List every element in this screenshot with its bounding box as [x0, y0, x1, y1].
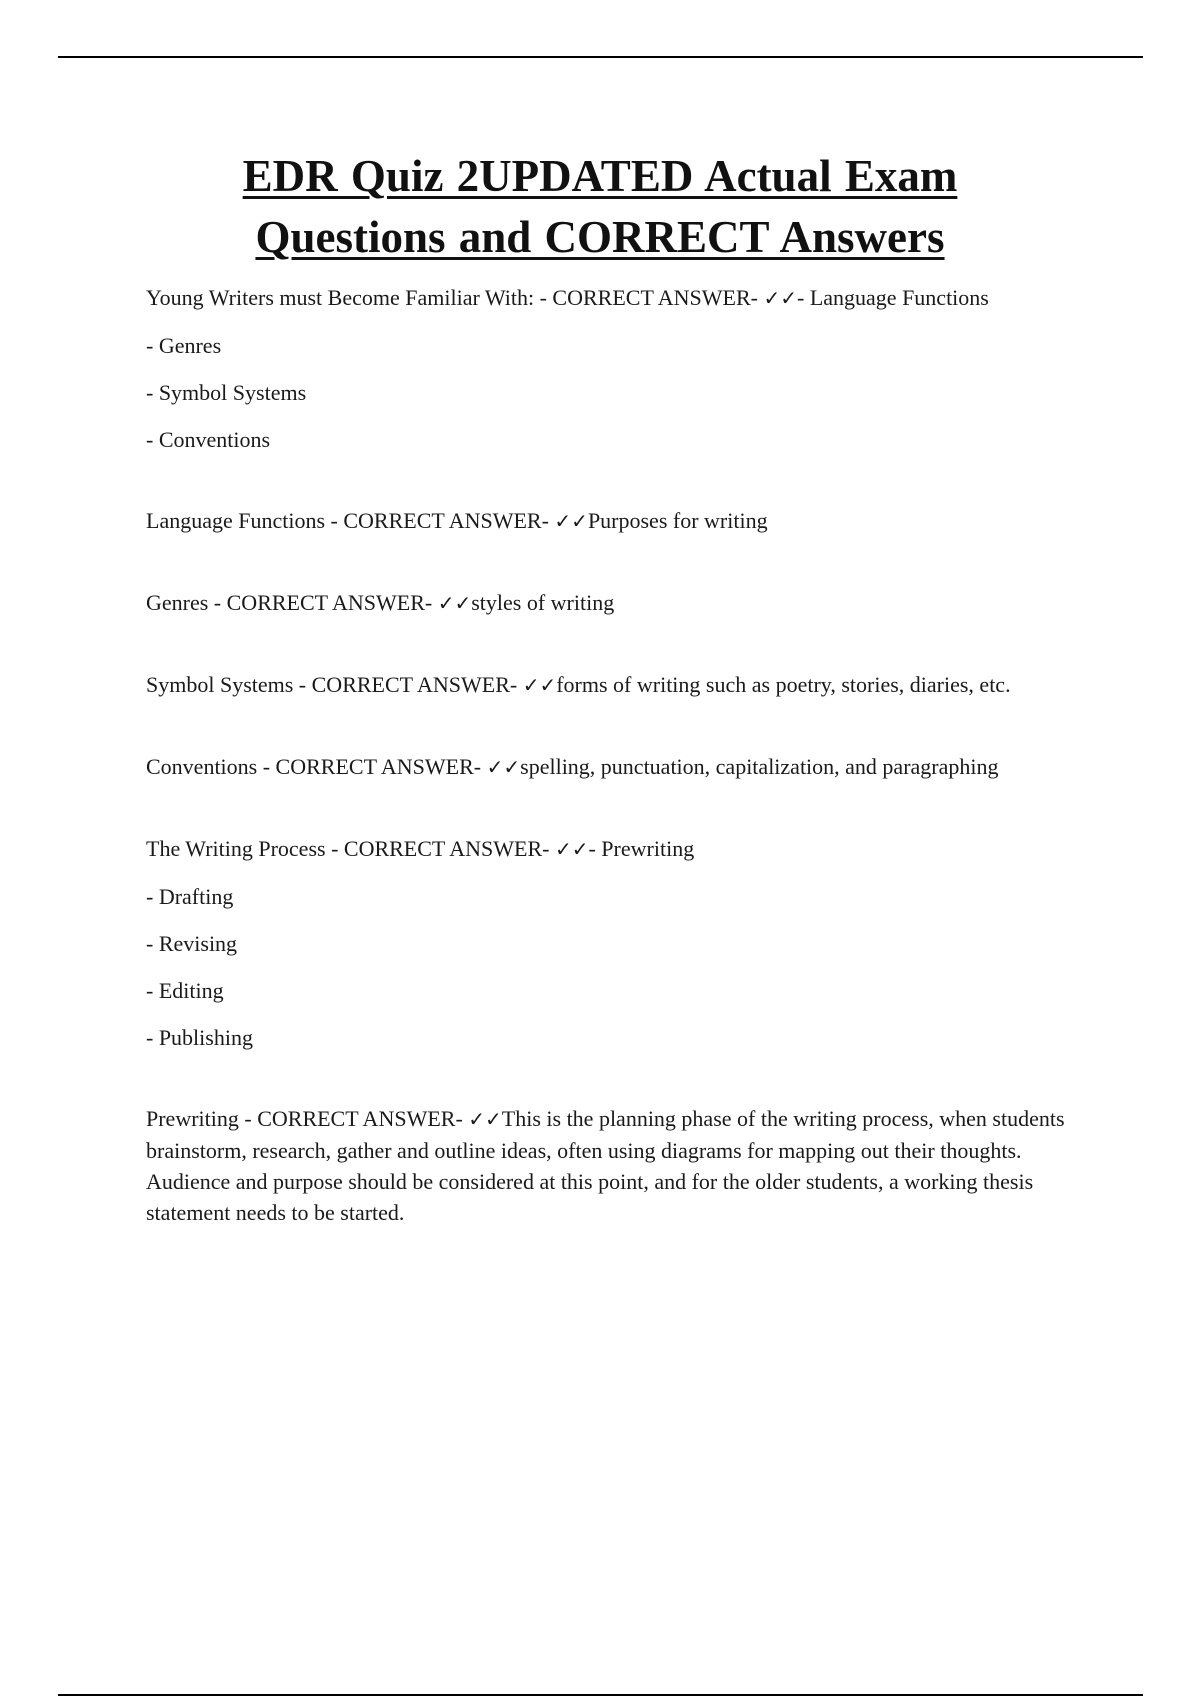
- qa-entry: [146, 587, 1066, 619]
- qa-entry: [146, 669, 1066, 701]
- check-icon: ✓✓: [554, 837, 589, 861]
- list-item: - Symbol Systems: [146, 380, 307, 405]
- question-term: Genres - CORRECT ANSWER-: [146, 590, 438, 615]
- qa-list: [146, 282, 1066, 1244]
- qa-entry: [146, 1103, 1066, 1228]
- question-term: Language Functions - CORRECT ANSWER-: [146, 508, 555, 533]
- answer-text: This is the planning phase of the writing process, when students brainstorm, research, gather and outline ideas, often using diagrams for mapping out their thoughts. Audience and purpose should be considered at this point, and for the older students, a working thesis statement needs to be started.: [146, 1106, 1065, 1225]
- qa-entry: [146, 751, 1066, 783]
- check-icon: ✓✓: [554, 509, 588, 533]
- answer-text: forms of writing such as poetry, stories, diaries, etc.: [556, 672, 1011, 697]
- check-icon: ✓✓: [486, 755, 521, 779]
- qa-entry: [146, 505, 1066, 537]
- answer-text: spelling, punctuation, capitalization, and paragraphing: [520, 754, 999, 779]
- answer-text: - Language Functions: [797, 285, 989, 310]
- list-item: - Revising: [146, 931, 238, 956]
- check-icon: ✓✓: [468, 1107, 502, 1131]
- qa-entry: [146, 282, 1066, 314]
- footer-rule: [58, 1694, 1143, 1696]
- question-term: Prewriting - CORRECT ANSWER-: [146, 1106, 469, 1131]
- answer-text: - Prewriting: [588, 836, 695, 861]
- question-term: Symbol Systems - CORRECT ANSWER-: [146, 672, 523, 697]
- list-item: - Drafting: [146, 884, 234, 909]
- check-icon: ✓✓: [437, 591, 472, 615]
- list-item: - Conventions: [146, 427, 271, 452]
- question-term: Young Writers must Become Familiar With: - CORRECT ANSWER-: [146, 285, 764, 310]
- list-item: - Editing: [146, 978, 224, 1003]
- check-icon: ✓✓: [522, 673, 557, 697]
- title-line-2: Questions and CORRECT Answers: [255, 212, 945, 262]
- list-item: - Genres: [146, 333, 222, 358]
- answer-text: Purposes for writing: [587, 508, 768, 533]
- title-line-1: EDR Quiz 2UPDATED Actual Exam: [242, 151, 958, 201]
- list-item: - Publishing: [146, 1025, 253, 1050]
- header-rule: [58, 56, 1143, 58]
- question-term: The Writing Process - CORRECT ANSWER-: [146, 836, 555, 861]
- document-title: [60, 146, 1140, 268]
- check-icon: ✓✓: [763, 286, 798, 310]
- answer-text: styles of writing: [471, 590, 615, 615]
- question-term: Conventions - CORRECT ANSWER-: [146, 754, 487, 779]
- qa-entry: [146, 833, 1066, 865]
